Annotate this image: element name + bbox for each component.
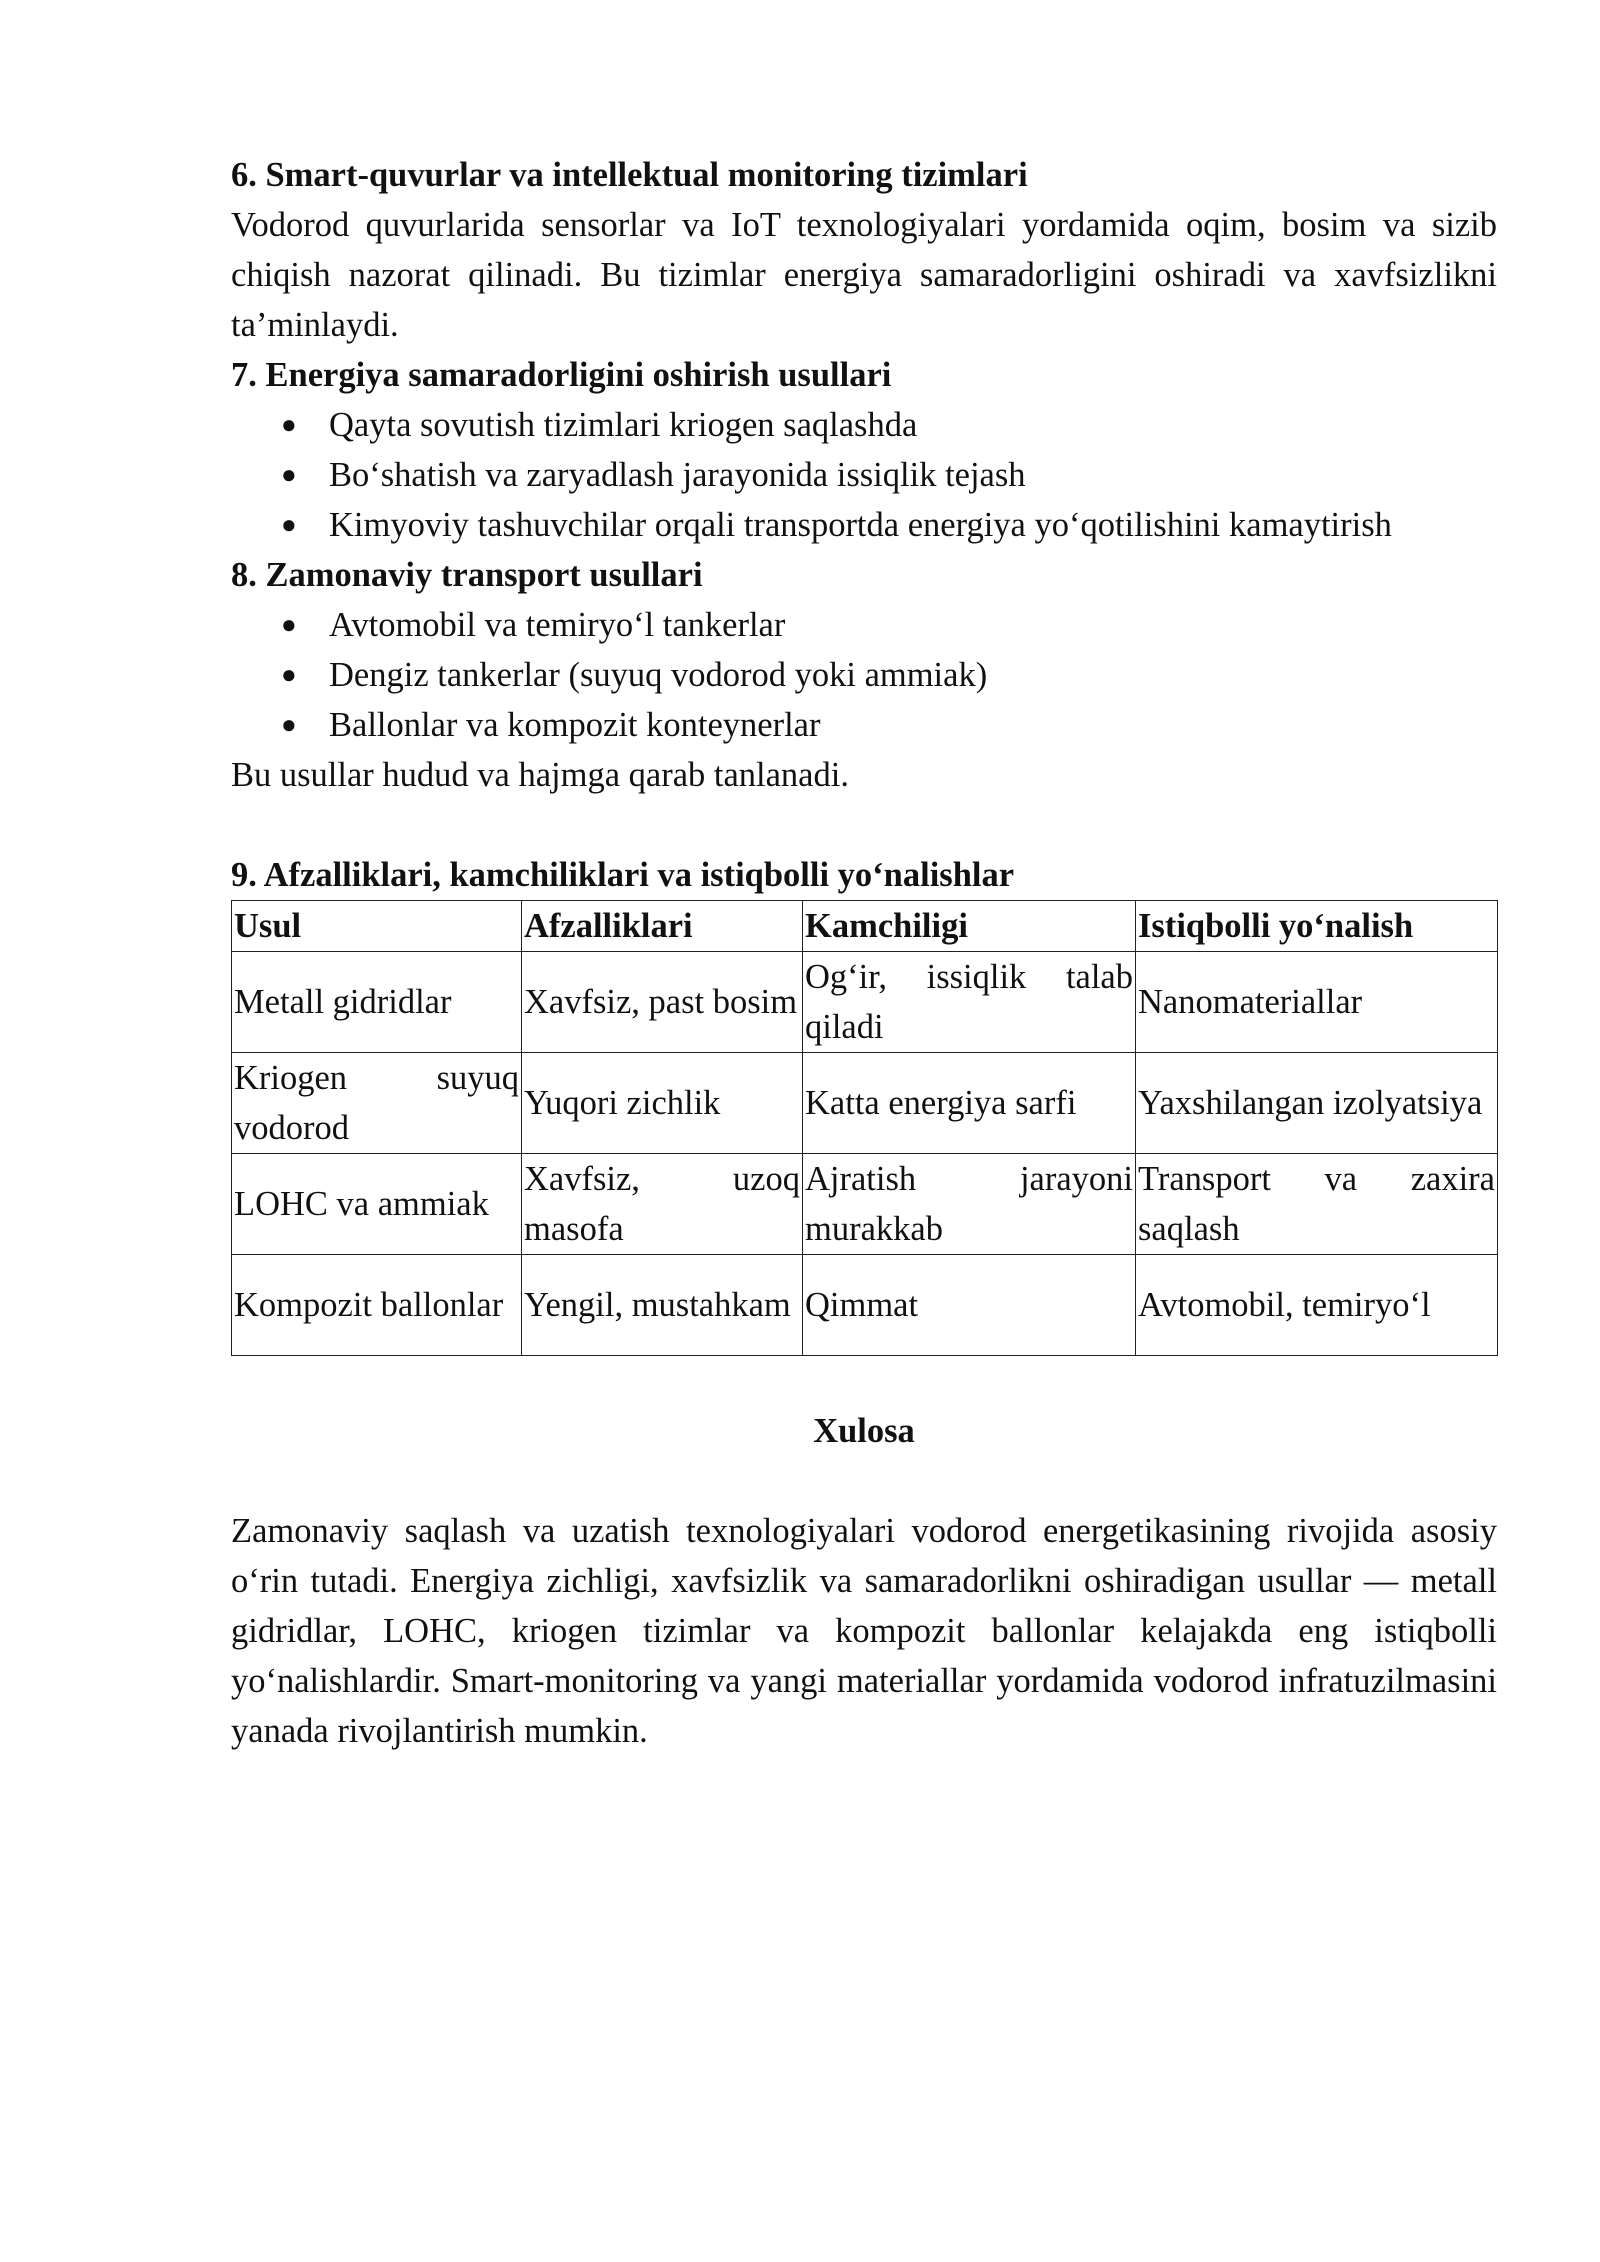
blank-line [231,1356,1497,1406]
column-header-kamchiligi: Kamchiligi [803,901,1136,952]
list-item-text: Ballonlar va kompozit konteynerlar [329,706,821,744]
table-cell: Yuqori zichlik [522,1053,803,1154]
bullet-icon: ● [281,510,297,539]
table-cell: LOHC va ammiak [232,1154,522,1255]
list-item [231,600,1497,650]
column-header-istiqbolli: Istiqbolli yo‘nalish [1136,901,1498,952]
section-6-paragraph: Vodorod quvurlarida sensorlar va IoT texnologiyalari yordamida oqim, bosim va sizib chiqish nazorat qilinadi. Bu tizimlar energiya samaradorligini oshiradi va xavfsizlikni ta’minlaydi. [231,206,1497,344]
section-7-heading: 7. Energiya samaradorligini oshirish usullari [231,356,892,394]
table-row [232,1154,1498,1255]
conclusion-title: Xulosa [813,1412,915,1450]
table-cell: Xavfsiz, uzoq masofa [522,1154,803,1255]
list-item [231,700,1497,750]
comparison-table [231,900,1498,1356]
table-cell: Metall gidridlar [232,952,522,1053]
section-6-heading: 6. Smart-quvurlar va intellektual monitoring tizimlari [231,156,1028,194]
bullet-icon: ● [281,460,297,489]
table-cell: Transport va zaxira saqlash [1136,1154,1498,1255]
section-8-note: Bu usullar hudud va hajmga qarab tanlanadi. [231,756,849,794]
table-cell: Xavfsiz, past bosim [522,952,803,1053]
table-cell: Og‘ir, issiqlik talab qiladi [803,952,1136,1053]
table-row [232,952,1498,1053]
list-item [231,450,1497,500]
list-item-text: Dengiz tankerlar (suyuq vodorod yoki ammiak) [329,656,988,694]
list-item-text: Avtomobil va temiryo‘l tankerlar [329,606,786,644]
table-cell: Yaxshilangan izolyatsiya [1136,1053,1498,1154]
table-cell: Yengil, mustahkam [522,1255,803,1356]
table-cell: Kriogen suyuq vodorod [232,1053,522,1154]
bullet-icon: ● [281,660,297,689]
table-cell: Avtomobil, temiryo‘l [1136,1255,1498,1356]
list-item [231,400,1497,450]
table-cell: Katta energiya sarfi [803,1053,1136,1154]
blank-line [231,800,1497,850]
section-8-heading: 8. Zamonaviy transport usullari [231,556,703,594]
table-cell: Qimmat [803,1255,1136,1356]
column-header-usul: Usul [232,901,522,952]
list-item [231,500,1497,550]
table-row [232,1053,1498,1154]
bullet-icon: ● [281,410,297,439]
table-cell: Nanomateriallar [1136,952,1498,1053]
list-item [231,650,1497,700]
section-9-heading: 9. Afzalliklari, kamchiliklari va istiqbolli yo‘nalishlar [231,856,1015,894]
document-page [231,150,1497,1756]
table-row [232,1255,1498,1356]
section-7-list [231,400,1497,550]
list-item-text: Kimyoviy tashuvchilar orqali transportda energiya yo‘qotilishini kamaytirish [329,506,1392,544]
table-cell: Ajratish jarayoni murakkab [803,1154,1136,1255]
column-header-afzalliklari: Afzalliklari [522,901,803,952]
conclusion-paragraph: Zamonaviy saqlash va uzatish texnologiyalari vodorod energetikasining rivojida asosiy o‘rin tutadi. Energiya zichligi, xavfsizlik va samaradorlikni oshiradigan usullar — metall gidridlar, LOHC, kriogen tizimlar va kompozit ballonlar kelajakda eng istiqbolli yo‘nalishlardir. Smart-monitoring va yangi materiallar yordamida vodorod infratuzilmasini yanada rivojlantirish mumkin. [231,1512,1497,1750]
list-item-text: Bo‘shatish va zaryadlash jarayonida issiqlik tejash [329,456,1026,494]
table-cell: Kompozit ballonlar [232,1255,522,1356]
section-8-list [231,600,1497,750]
table-header-row [232,901,1498,952]
bullet-icon: ● [281,710,297,739]
list-item-text: Qayta sovutish tizimlari kriogen saqlashda [329,406,918,444]
bullet-icon: ● [281,610,297,639]
blank-line [231,1456,1497,1506]
